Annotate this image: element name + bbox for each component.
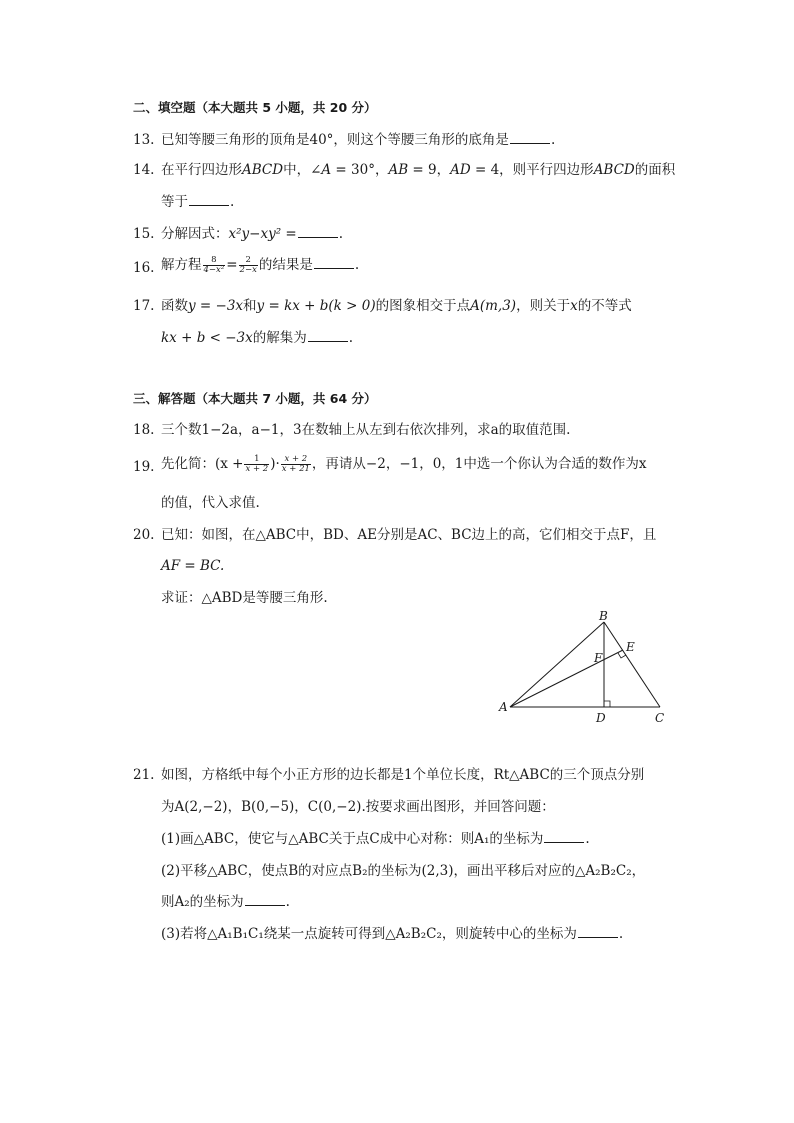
q17-inequality: kx + b < −3x [161, 330, 253, 346]
q17-expr-1: y = −3x [188, 298, 244, 314]
q14-ab: AB [388, 162, 409, 178]
question-19-line-2: 的值，代入求值. [161, 495, 260, 511]
answer-blank [189, 193, 229, 206]
question-21-part-1 [161, 830, 590, 848]
question-16 [161, 256, 359, 275]
question-21-part-3 [161, 925, 623, 943]
label-d: D [596, 711, 606, 725]
q14-text-e: = 4，则平行四边形 [470, 162, 594, 178]
question-number-19: 19. [133, 459, 155, 475]
question-number-14: 14. [133, 162, 155, 178]
q13-period: . [550, 132, 556, 148]
question-number-21: 21. [133, 767, 155, 783]
q21-p3-period: . [618, 926, 624, 942]
question-14-line-2 [161, 193, 234, 211]
q21-p3-text: (3)若将△A₁B₁C₁绕某一点旋转可得到△A₂B₂C₂，则旋转中心的坐标为 [161, 926, 577, 942]
q15-text: 分解因式： [161, 226, 229, 242]
q15-expression: x²y−xy² = [228, 226, 297, 242]
answer-blank [510, 131, 550, 144]
q14-abcd: ABCD [242, 162, 284, 178]
q16-fraction-1 [203, 256, 226, 275]
q17-text-b: 和 [243, 298, 257, 314]
q21-p2-period: . [285, 894, 290, 910]
q17-x: x [570, 298, 578, 314]
q19-fraction-2 [281, 455, 311, 474]
q19-text-a: 先化简：(x + [161, 456, 244, 472]
q17-text-a: 函数 [161, 298, 188, 314]
q19-fraction-1 [244, 455, 269, 474]
label-b: B [599, 610, 608, 623]
question-21-line-2: 为A(2,−2)，B(0,−5)，C(0,−2).按要求画出图形，并回答问题： [161, 799, 555, 815]
q16-fraction-2 [239, 256, 258, 275]
segment-bc [604, 622, 660, 707]
q16-f1-numerator: 8 [203, 256, 226, 266]
question-20-line-3: 求证：△ABD是等腰三角形. [161, 590, 328, 606]
question-number-13: 13. [133, 132, 155, 148]
q19-f2-denominator: x + 21 [281, 464, 310, 474]
question-19 [161, 455, 647, 474]
question-17 [161, 297, 632, 315]
q17-period: . [348, 330, 354, 346]
q19-text-b: )· [270, 456, 280, 472]
q14-ad: AD [450, 162, 471, 178]
section-title-fill-blank: 二、填空题（本大题共 5 小题，共 20 分） [133, 100, 377, 115]
q16-f2-denominator: 2−x [239, 265, 257, 275]
q14-abcd-2: ABCD [593, 162, 635, 178]
answer-blank [544, 830, 584, 843]
q14-period: . [230, 194, 235, 210]
label-a: A [499, 700, 508, 714]
answer-blank [245, 893, 285, 906]
question-20-line-2: AF = BC. [161, 558, 225, 574]
q14-text-d: = 9， [408, 162, 451, 178]
q17-expr-2: y = kx + b(k > 0) [256, 298, 376, 314]
question-number-15: 15. [133, 226, 155, 242]
q16-text-a: 解方程 [161, 257, 202, 273]
q19-f1-denominator: x + 2 [245, 464, 269, 474]
q19-f2-numerator: x + 2 [281, 455, 311, 465]
question-21-part-2-line-2 [161, 893, 290, 911]
q14-text-c: = 30°， [331, 162, 389, 178]
q16-period: . [354, 257, 360, 273]
q21-p1-text: (1)画△ABC，使它与△ABC关于点C成中心对称：则A₁的坐标为 [161, 831, 544, 847]
q16-text-b: 的结果是 [258, 257, 313, 273]
q19-f1-numerator: 1 [244, 455, 269, 465]
altitude-ae [510, 650, 623, 707]
answer-blank [308, 329, 348, 342]
q14-text-b: 中，∠ [283, 162, 322, 178]
question-number-18: 18. [133, 422, 155, 438]
answer-blank [578, 925, 618, 938]
q21-p1-period: . [585, 831, 590, 847]
question-15 [161, 225, 343, 243]
question-21-line-1: 如图，方格纸中每个小正方形的边长都是1个单位长度，Rt△ABC的三个顶点分别 [161, 767, 645, 783]
q17-point: A(m,3) [470, 298, 517, 314]
answer-blank [314, 256, 354, 269]
segment-ab [510, 622, 604, 707]
q15-period: . [338, 226, 344, 242]
label-f: F [594, 651, 603, 665]
q14-line2-text: 等于 [161, 194, 188, 210]
question-17-line-2 [161, 329, 353, 347]
q17-text-c: 的图象相交于点 [375, 298, 471, 314]
triangle-figure [496, 610, 671, 730]
q16-f2-numerator: 2 [239, 256, 258, 266]
answer-blank [298, 225, 338, 238]
q21-p2-line2-text: 则A₂的坐标为 [161, 894, 244, 910]
question-number-20: 20. [133, 527, 155, 543]
q17-line2-text: 的解集为 [252, 330, 307, 346]
q14-angle-a: A [321, 162, 332, 178]
question-13 [161, 131, 555, 149]
question-20-line-1: 已知：如图，在△ABC中，BD、AE分别是AC、BC边上的高，它们相交于点F，且 [161, 527, 657, 543]
label-c: C [655, 711, 665, 725]
q17-text-e: 的不等式 [577, 298, 632, 314]
question-21-part-2: (2)平移△ABC，使点B的对应点B₂的坐标为(2,3)，画出平移后对应的△A₂B₂C₂， [161, 863, 646, 879]
question-number-17: 17. [133, 298, 155, 314]
label-e: E [626, 640, 635, 654]
q19-text-c: ，再请从−2，−1，0，1中选一个你认为合适的数作为x [311, 456, 647, 472]
question-14 [161, 161, 675, 179]
q16-equals: = [226, 257, 238, 273]
right-angle-mark-d [604, 701, 610, 707]
question-number-16: 16. [133, 260, 155, 276]
q13-text: 已知等腰三角形的顶角是40°，则这个等腰三角形的底角是 [161, 132, 509, 148]
q16-f1-denominator: 4−x² [203, 265, 225, 275]
section-title-solve: 三、解答题（本大题共 7 小题，共 64 分） [133, 391, 377, 406]
q14-text-a: 在平行四边形 [161, 162, 242, 178]
question-18: 三个数1−2a，a−1，3在数轴上从左到右依次排列，求a的取值范围. [161, 422, 571, 438]
q17-text-d: ，则关于 [516, 298, 571, 314]
q14-text-f: 的面积 [634, 162, 676, 178]
